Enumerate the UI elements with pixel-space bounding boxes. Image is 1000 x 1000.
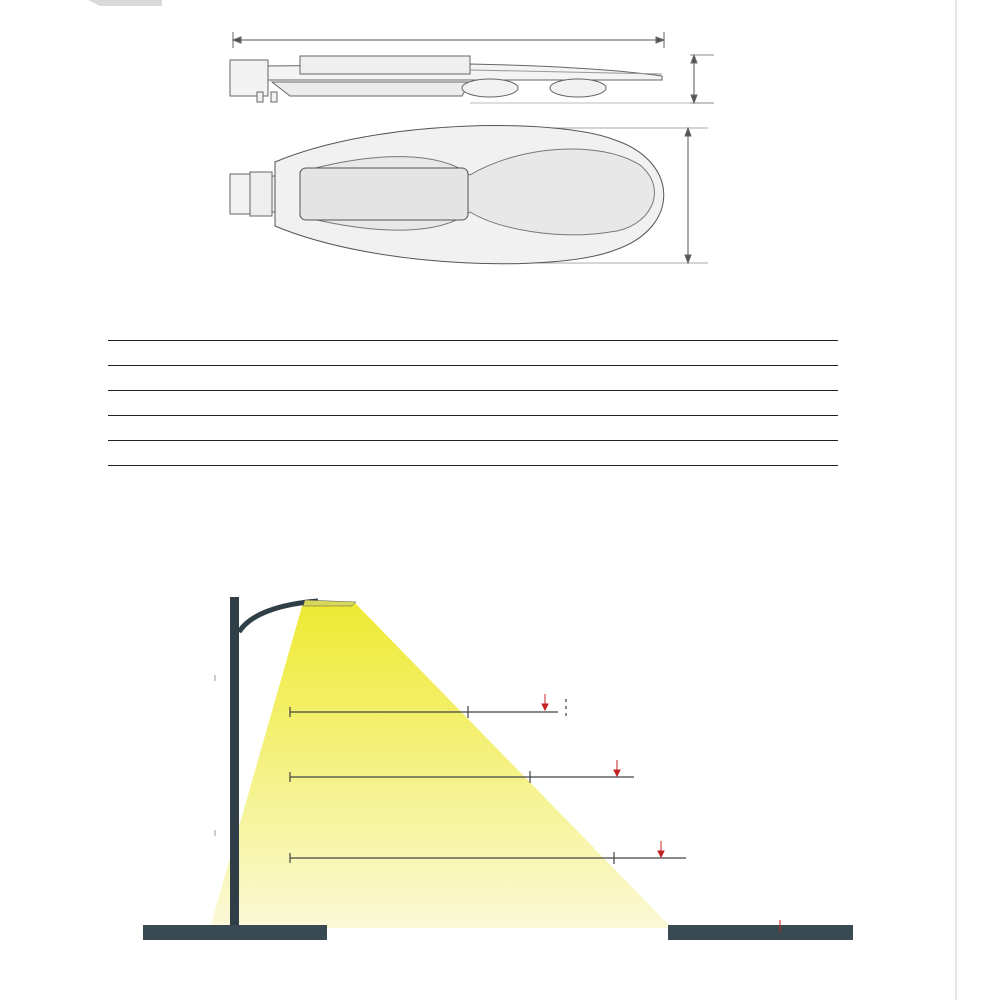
table-row <box>108 416 838 441</box>
cell-length <box>263 366 410 391</box>
spec-table <box>108 340 838 466</box>
top-view-drawing <box>230 126 708 264</box>
road-right <box>668 925 853 940</box>
cell-power <box>108 416 263 441</box>
cell-length <box>263 416 410 441</box>
cell-width <box>410 416 557 441</box>
cell-width <box>410 391 557 416</box>
cell-width <box>410 366 557 391</box>
cell-width <box>410 441 557 466</box>
header-height <box>557 341 838 366</box>
installation-diagram <box>143 597 853 940</box>
cell-power <box>108 391 263 416</box>
side-view-drawing <box>230 32 714 103</box>
road-left <box>143 925 327 940</box>
page-edge-line <box>955 0 957 1000</box>
header-width <box>410 341 557 366</box>
cell-height <box>557 416 838 441</box>
cell-height <box>557 441 838 466</box>
table-row <box>108 441 838 466</box>
header-length <box>263 341 410 366</box>
cell-height <box>557 366 838 391</box>
table-header-row <box>108 341 838 366</box>
table-row <box>108 391 838 416</box>
table-row <box>108 366 838 391</box>
header-power <box>108 341 263 366</box>
cell-length <box>263 441 410 466</box>
cell-power <box>108 366 263 391</box>
cell-power <box>108 441 263 466</box>
cell-height <box>557 391 838 416</box>
cell-length <box>263 391 410 416</box>
